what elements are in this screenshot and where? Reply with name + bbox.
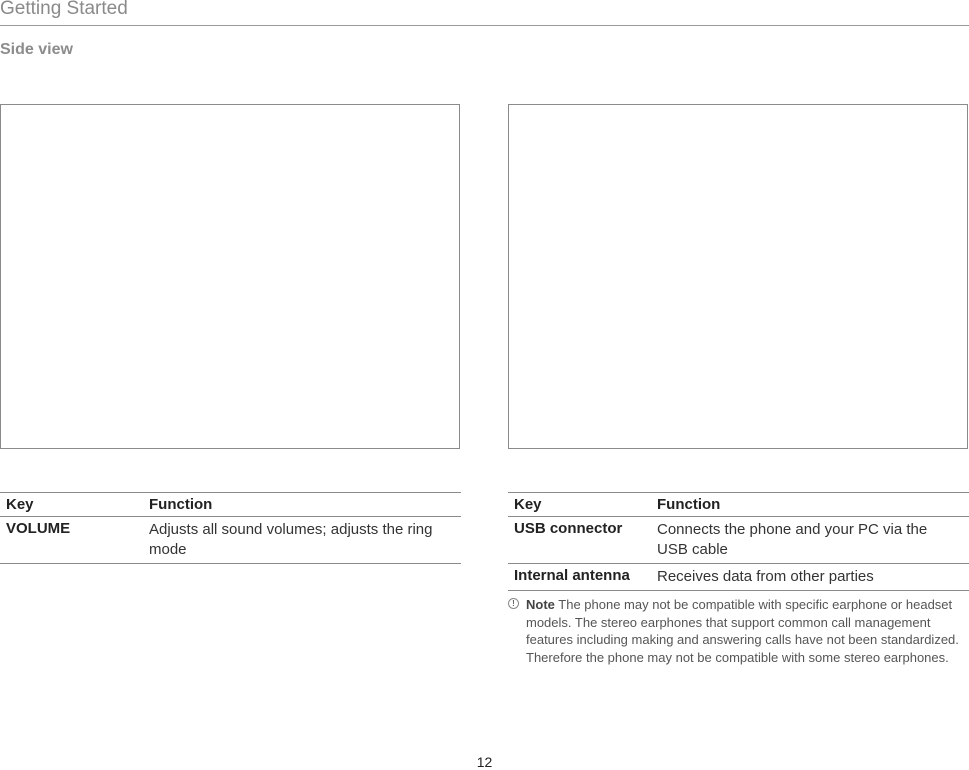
key-table-left (0, 492, 461, 564)
row-key: Internal antenna (514, 567, 630, 584)
table-row (508, 517, 969, 564)
row-function: Receives data from other parties (657, 568, 874, 585)
column-header-function: Function (149, 496, 213, 513)
note-label: Note (526, 597, 555, 612)
table-row (508, 564, 969, 591)
section-title: Side view (0, 41, 73, 58)
info-circle-icon: ! (508, 598, 519, 609)
row-function: Connects the phone and your PC via the USB cable (657, 521, 928, 558)
note-text: The phone may not be compatible with specific earphone or headset models. The stereo earphones that support common call management features including making and answering calls have not been standardized. Therefore the phone may not be compatible with some stereo earphones. (526, 597, 959, 665)
table-row (0, 517, 461, 564)
column-header-key: Key (6, 496, 34, 513)
table-header (0, 492, 461, 517)
chapter-title: Getting Started (0, 0, 128, 19)
side-view-image-left (0, 104, 460, 449)
column-header-function: Function (657, 496, 721, 513)
note-body (526, 596, 968, 666)
key-table-right (508, 492, 969, 591)
row-function: Adjusts all sound volumes; adjusts the ring mode (149, 521, 433, 558)
table-header (508, 492, 969, 517)
compatibility-note (508, 596, 968, 666)
row-key: USB connector (514, 520, 623, 537)
side-view-image-right (508, 104, 968, 449)
column-header-key: Key (514, 496, 542, 513)
page-number: 12 (476, 754, 493, 770)
row-key: VOLUME (6, 520, 71, 537)
header-divider (0, 25, 969, 26)
